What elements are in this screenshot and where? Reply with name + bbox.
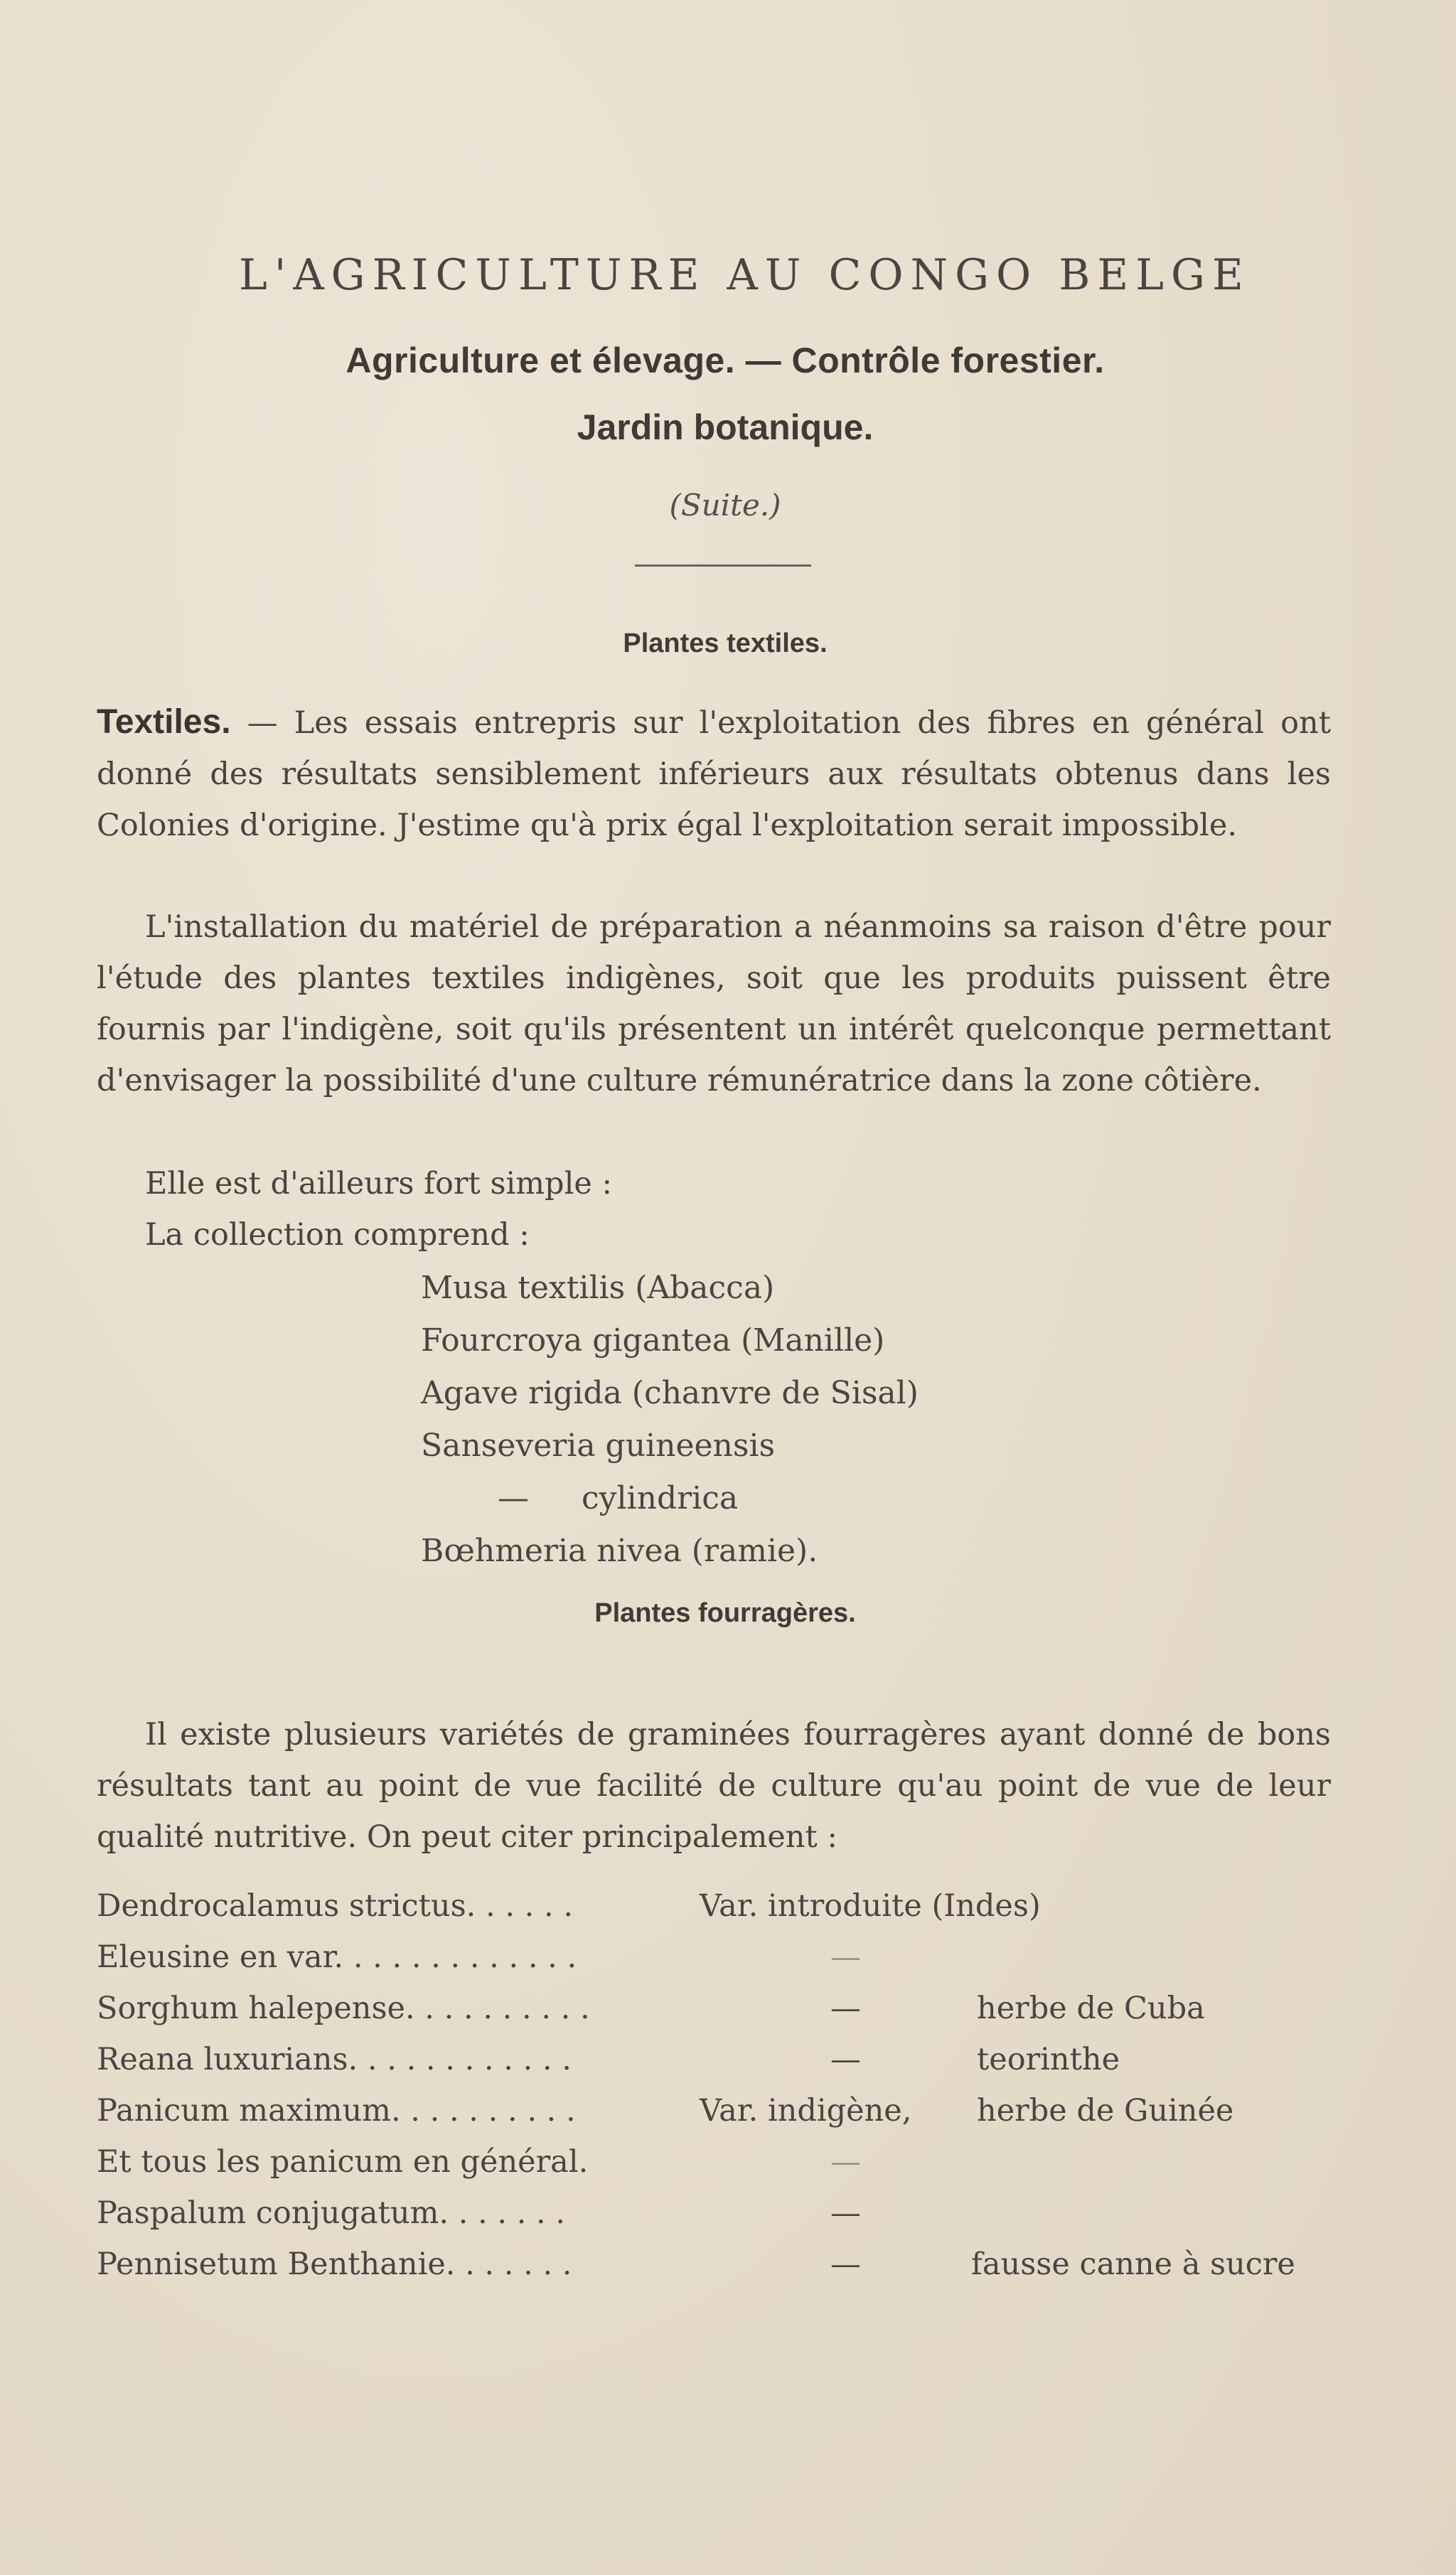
forage-variety: —	[830, 1939, 861, 1975]
collection-item: Musa textilis (Abacca)	[421, 1270, 775, 1306]
subtitle-line-2: Jardin botanique.	[577, 407, 874, 447]
forage-variety: —	[830, 2195, 861, 2231]
textiles-paragraph-4: La collection comprend :	[145, 1217, 530, 1253]
collection-item: Fourcroya gigantea (Manille)	[421, 1322, 885, 1359]
collection-item: Bœhmeria nivea (ramie).	[421, 1533, 818, 1569]
textiles-paragraph-2: L'installation du matériel de préparation a néanmoins sa raison d'être pour l'étude des plantes textiles indigènes, soit que les produits puissent être fournis par l'indigène, soit qu'ils présentent un intérêt quelconque permettant d'envisager la possibilité d'une culture rémunératrice dans la zone côtière.	[97, 909, 1331, 1098]
forage-variety: —	[830, 1991, 861, 2026]
collection-item: — cylindrica	[498, 1480, 739, 1516]
forage-note: herbe de Guinée	[977, 2093, 1234, 2129]
page-title: L'AGRICULTURE AU CONGO BELGE	[239, 250, 1251, 300]
forage-plant: Reana luxurians. . . . . . . . . . . .	[97, 2042, 572, 2077]
fourrageres-paragraph-1: Il existe plusieurs variétés de graminées fourragères ayant donné de bons résultats tant au point de vue facilité de culture qu'au point de vue de leur qualité nutritive. On peut citer principalement :	[97, 1717, 1331, 1855]
forage-plant: Sorghum halepense. . . . . . . . . .	[97, 1991, 590, 2026]
section-heading-textiles: Plantes textiles.	[623, 628, 828, 658]
forage-plant: Panicum maximum. . . . . . . . . .	[97, 2093, 576, 2129]
collection-item: Sanseveria guineensis	[421, 1428, 776, 1464]
forage-plant: Et tous les panicum en général.	[97, 2144, 589, 2180]
forage-note: herbe de Cuba	[977, 1991, 1205, 2026]
forage-variety: Var. indigène,	[700, 2093, 912, 2129]
forage-plant: Pennisetum Benthanie. . . . . . .	[97, 2247, 572, 2282]
forage-plant: Paspalum conjugatum. . . . . . .	[97, 2195, 566, 2231]
textiles-paragraph-1-text: — Les essais entrepris sur l'exploitation des fibres en général ont donné des résultats sensiblement inférieurs aux résultats obtenus dans les Colonies d'origine. J'estime qu'à prix égal l'exploitation serait impossible.	[97, 705, 1331, 843]
forage-variety: —	[830, 2144, 861, 2180]
textiles-paragraph-1	[97, 697, 1331, 851]
textiles-paragraph-3: Elle est d'ailleurs fort simple :	[145, 1166, 612, 1201]
forage-variety: —	[830, 2042, 861, 2077]
collection-item: Agave rigida (chanvre de Sisal)	[421, 1375, 919, 1411]
forage-variety: Var. introduite (Indes)	[700, 1888, 1041, 1924]
forage-variety: —	[830, 2247, 861, 2282]
textiles-lead: Textiles.	[97, 703, 231, 741]
forage-plant: Dendrocalamus strictus. . . . . .	[97, 1888, 574, 1924]
section-heading-fourrageres: Plantes fourragères.	[594, 1598, 856, 1628]
subtitle-line-1: Agriculture et élevage. — Contrôle forestier.	[346, 341, 1105, 380]
forage-plant: Eleusine en var. . . . . . . . . . . . .	[97, 1939, 577, 1975]
forage-note: teorinthe	[977, 2042, 1120, 2077]
forage-note: fausse canne à sucre	[971, 2247, 1295, 2282]
suite-label: (Suite.)	[669, 488, 781, 523]
title-divider	[635, 564, 811, 567]
